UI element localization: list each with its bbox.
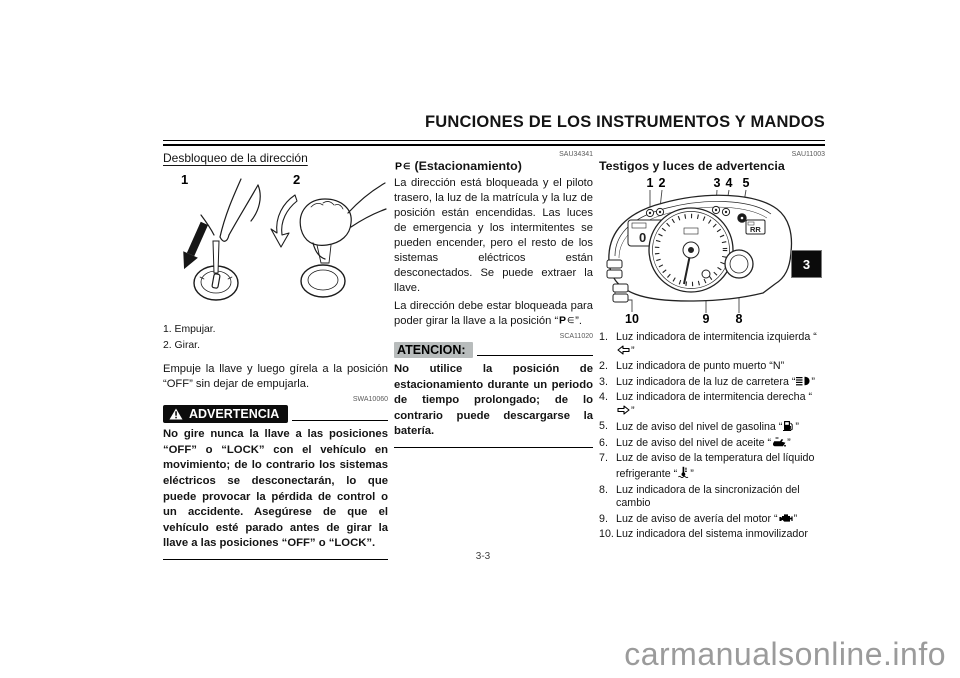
shift-timing-display bbox=[746, 220, 765, 234]
watermark-text: carmanualsonline.info bbox=[624, 636, 946, 672]
warning-title-box: ADVERTENCIA bbox=[163, 405, 288, 423]
fuel-level-icon bbox=[782, 420, 795, 431]
lcd-gear-value: 0 bbox=[639, 230, 647, 245]
section-heading-steering-unlock: Desbloqueo de la dirección bbox=[163, 151, 308, 165]
warning-lights-list bbox=[599, 331, 825, 542]
warning-header-rule bbox=[292, 420, 388, 421]
ref-code-sau34341: SAU34341 bbox=[559, 151, 593, 158]
caution-text: No utilice la posición de estacionamiento durante un periodo de tiempo prolongado; de lo contrario puede descargarse la batería. bbox=[394, 363, 593, 438]
instrument-cluster-figure bbox=[605, 176, 795, 326]
ref-code-sca11020: SCA11020 bbox=[559, 333, 593, 340]
list-item-text: Luz indicadora de intermitencia izquierda “” bbox=[616, 331, 817, 357]
list-item-number: 7. bbox=[599, 452, 608, 465]
engine-trouble-lamp bbox=[702, 270, 710, 278]
coolant-temperature-icon bbox=[677, 466, 690, 478]
parking-lock-icon bbox=[558, 314, 575, 325]
list-item-number: 8. bbox=[599, 483, 608, 496]
warning-header bbox=[163, 405, 388, 423]
title-double-rule bbox=[163, 140, 825, 146]
callout-5: 5 bbox=[742, 176, 750, 190]
engine-trouble-icon bbox=[778, 513, 794, 523]
list-item bbox=[599, 528, 825, 542]
key-turn-drawing bbox=[271, 183, 386, 297]
key-push-drawing bbox=[177, 179, 260, 300]
list-item-number: 5. bbox=[599, 420, 608, 433]
list-item-text: Luz de aviso de la temperatura del líquido refrigerante “ ” bbox=[616, 452, 815, 481]
list-item-number: 3. bbox=[599, 375, 608, 388]
content-columns bbox=[163, 149, 825, 560]
list-item bbox=[599, 437, 825, 451]
section-heading-parking: P ∈ (Estacionamiento) bbox=[395, 159, 522, 173]
list-item bbox=[599, 391, 825, 419]
parking-paragraph-1: La dirección está bloqueada y el piloto trasero, la luz de la matrícula y la luz de posición están encendidas. Las luces de emergencia y los intermitentes se pueden encender, pero el resto de los sistemas eléctricos están desconectados. Se puede extraer la llave. bbox=[394, 177, 593, 294]
column-parking bbox=[394, 149, 593, 560]
page-title: FUNCIONES DE LOS INSTRUMENTOS Y MANDOS bbox=[425, 113, 825, 131]
warning-triangle-icon bbox=[168, 408, 184, 420]
list-item-text: Luz indicadora del sistema inmovilizador bbox=[616, 528, 808, 541]
list-item-text: Luz indicadora de la luz de carretera “ ” bbox=[616, 375, 815, 388]
callout-10: 10 bbox=[625, 312, 639, 326]
figure-captions bbox=[163, 322, 388, 353]
figure-panel1-label: 1 bbox=[181, 172, 189, 187]
caution-header-rule bbox=[477, 355, 593, 356]
list-item bbox=[599, 360, 825, 374]
svg-text:∈: ∈ bbox=[403, 161, 410, 171]
figure-caption-2: 2. Girar. bbox=[163, 339, 200, 351]
list-item-text: Luz de aviso del nivel de aceite “ ” bbox=[616, 436, 791, 449]
lcd-shift-value: RR bbox=[750, 225, 761, 234]
high-beam-icon bbox=[795, 376, 811, 386]
list-item-text: Luz de aviso del nivel de gasolina “ ” bbox=[616, 421, 799, 434]
column-steering-unlock bbox=[163, 149, 388, 560]
svg-text:∈: ∈ bbox=[567, 315, 575, 325]
turn-left-indicator-icon bbox=[616, 345, 631, 355]
callout-9: 9 bbox=[702, 312, 710, 326]
callout-2: 2 bbox=[658, 176, 666, 190]
caution-title-box: ATENCION: bbox=[394, 342, 473, 358]
turn-right-indicator-icon bbox=[616, 405, 631, 415]
caution-header bbox=[394, 342, 593, 358]
list-item-number: 2. bbox=[599, 360, 608, 373]
warning-text: No gire nunca la llave a las posiciones “OFF” o “LOCK” con el vehículo en movimiento; de lo contrario los sistemas eléctricos se desconectarán, lo que puede provocar la pérdida de control o un accidente. Asegúrese de que el vehículo esté parado antes de girar la llave a las posiciones “OFF” o “LOCK”. bbox=[163, 428, 388, 550]
list-item-text: Luz indicadora de punto muerto “N” bbox=[616, 360, 785, 373]
chapter-tab: 3 bbox=[791, 250, 822, 278]
list-item-text: Luz de aviso de avería del motor “ ” bbox=[616, 512, 798, 525]
callout-3: 3 bbox=[713, 176, 721, 190]
list-item-number: 6. bbox=[599, 436, 608, 449]
list-item bbox=[599, 420, 825, 435]
parking-paragraph-2: La dirección debe estar bloqueada para poder girar la llave a la posición “ P ∈ ”. bbox=[394, 300, 593, 327]
page-number: 3-3 bbox=[475, 551, 491, 562]
steering-unlock-paragraph: Empuje la llave y luego gírela a la posición “OFF” sin dejar de empujarla. bbox=[163, 363, 388, 391]
figure-panel2-label: 2 bbox=[293, 172, 301, 187]
list-item-number: 9. bbox=[599, 512, 608, 525]
list-item-number: 1. bbox=[599, 331, 608, 343]
list-item bbox=[599, 376, 825, 390]
callout-8: 8 bbox=[735, 312, 743, 326]
list-item-number: 4. bbox=[599, 391, 608, 404]
list-item-number: 10. bbox=[599, 528, 614, 541]
adjust-knob bbox=[725, 250, 753, 278]
ref-code-swa10060: SWA10060 bbox=[352, 396, 388, 404]
list-item-text: Luz indicadora de la sincronización del cambio bbox=[616, 483, 800, 510]
parking-lock-icon bbox=[394, 160, 411, 171]
tachometer bbox=[649, 208, 733, 292]
oil-level-icon bbox=[771, 437, 787, 447]
callout-4: 4 bbox=[725, 176, 733, 190]
list-item bbox=[599, 452, 825, 482]
svg-text:P: P bbox=[559, 314, 567, 325]
figure-caption-1: 1. Empujar. bbox=[163, 324, 216, 335]
column-warning-lights bbox=[599, 149, 825, 560]
list-item bbox=[599, 484, 825, 512]
ignition-key-figure bbox=[163, 171, 388, 319]
list-item-text: Luz indicadora de intermitencia derecha “” bbox=[616, 391, 813, 418]
list-item bbox=[599, 513, 825, 527]
ref-code-sau11003: SAU11003 bbox=[791, 151, 825, 158]
section-end-rule bbox=[394, 447, 593, 448]
callout-1: 1 bbox=[646, 176, 654, 190]
section-heading-warning-lights: Testigos y luces de advertencia bbox=[599, 159, 785, 173]
list-item bbox=[599, 331, 825, 359]
svg-text:P: P bbox=[395, 160, 403, 171]
